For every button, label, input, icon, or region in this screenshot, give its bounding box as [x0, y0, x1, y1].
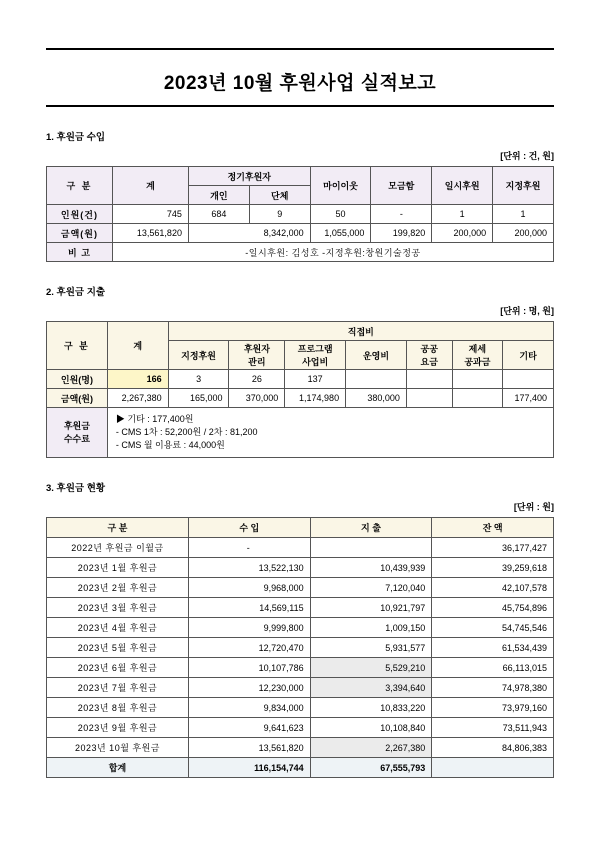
- table-summary-row: [47, 758, 554, 778]
- cell-summary-label: 합계: [47, 758, 189, 778]
- col-etc: 기타: [503, 341, 554, 370]
- row-label-fee: [47, 408, 108, 458]
- row-label-amount: 금액(원): [47, 224, 113, 243]
- cell-period-label: 2023년 1월 후원금: [47, 558, 189, 578]
- col-division: 구 분: [47, 518, 189, 538]
- col-donor-management-line1: 후원자: [243, 344, 270, 354]
- cell-amount-designated: 200,000: [493, 224, 554, 243]
- table-header-row: [47, 518, 554, 538]
- col-division: 구 분: [47, 322, 108, 370]
- cell-count-donation-box: -: [371, 205, 432, 224]
- cell-income: 13,561,820: [188, 738, 310, 758]
- cell-expense: [310, 538, 432, 558]
- table-row: [47, 738, 554, 758]
- cell-balance: 74,978,380: [432, 678, 554, 698]
- section-3-unit: [단위 : 원]: [513, 502, 554, 513]
- cell-balance: 54,745,546: [432, 618, 554, 638]
- cell-balance: 45,754,896: [432, 598, 554, 618]
- cell-period-label: 2023년 10월 후원금: [47, 738, 189, 758]
- cell-expense: 10,439,939: [310, 558, 432, 578]
- row-label-fee-line2: 수수료: [63, 433, 90, 444]
- col-tax-cost: [452, 341, 503, 370]
- table-row: [47, 243, 554, 262]
- cell-summary-balance: [432, 758, 554, 778]
- row-label-count: 인원(명): [47, 370, 108, 389]
- cell-income: 9,999,800: [188, 618, 310, 638]
- table-row: [47, 718, 554, 738]
- cell-amount-donation-box: 199,820: [371, 224, 432, 243]
- section-2-heading: 2. 후원금 지출: [46, 287, 106, 298]
- col-program-cost: [285, 341, 346, 370]
- cell-expense: 10,921,797: [310, 598, 432, 618]
- cell-expense: 3,394,640: [310, 678, 432, 698]
- cell-balance: 42,107,578: [432, 578, 554, 598]
- cell-income: -: [188, 538, 310, 558]
- cell-period-label: 2023년 9월 후원금: [47, 718, 189, 738]
- cell-count-program: 137: [285, 370, 346, 389]
- section-3-heading: 3. 후원금 현황: [46, 483, 106, 495]
- cell-balance: 73,511,943: [432, 718, 554, 738]
- cell-amount-onetime: 200,000: [432, 224, 493, 243]
- income-table: [46, 166, 554, 262]
- cell-count-regular-personal: 684: [188, 205, 249, 224]
- cell-count-designated: 1: [493, 205, 554, 224]
- table-row: [47, 678, 554, 698]
- row-label-fee-line1: 후원금: [63, 420, 90, 431]
- table-header-row: [47, 322, 554, 341]
- table-row: [47, 389, 554, 408]
- col-regular-group: 단체: [249, 186, 310, 205]
- cell-income: 9,834,000: [188, 698, 310, 718]
- section-1-unit: [단위 : 건, 원]: [500, 151, 554, 161]
- cell-count-total: 166: [107, 370, 168, 389]
- cell-income: 12,720,470: [188, 638, 310, 658]
- row-label-count: 인원(건): [47, 205, 113, 224]
- col-program-cost-line1: 프로그램: [297, 344, 333, 354]
- cell-count-myneighbor: 50: [310, 205, 371, 224]
- cell-period-label: 2023년 2월 후원금: [47, 578, 189, 598]
- table-row: [47, 578, 554, 598]
- cell-count-etc: [503, 370, 554, 389]
- cell-income: 9,641,623: [188, 718, 310, 738]
- cell-count-designated: 3: [168, 370, 229, 389]
- col-balance: 잔 액: [432, 518, 554, 538]
- table-row-fee: [47, 408, 554, 458]
- col-designated: 지정후원: [493, 167, 554, 205]
- cell-balance: 73,979,160: [432, 698, 554, 718]
- cell-amount-program: 1,174,980: [285, 389, 346, 408]
- cell-period-label: 2023년 6월 후원금: [47, 658, 189, 678]
- cell-count-regular-group: 9: [249, 205, 310, 224]
- col-utility-cost-line1: 공공: [420, 344, 438, 354]
- cell-amount-total: 2,267,380: [107, 389, 168, 408]
- row-label-amount: 금액(원): [47, 389, 108, 408]
- cell-fee-notes: [107, 408, 553, 458]
- cell-period-label: 2023년 7월 후원금: [47, 678, 189, 698]
- cell-count-total: 745: [112, 205, 188, 224]
- cell-count-onetime: 1: [432, 205, 493, 224]
- cell-income: 13,522,130: [188, 558, 310, 578]
- cell-income: 12,230,000: [188, 678, 310, 698]
- cell-income: 10,107,786: [188, 658, 310, 678]
- col-regular-donor: 정기후원자: [188, 167, 310, 186]
- cell-amount-donor-management: 370,000: [229, 389, 285, 408]
- title-rule-top: [46, 48, 554, 50]
- cell-balance: 39,259,618: [432, 558, 554, 578]
- table-row: [47, 638, 554, 658]
- cell-income: 9,968,000: [188, 578, 310, 598]
- cell-amount-operation: 380,000: [346, 389, 407, 408]
- cell-balance: 66,113,015: [432, 658, 554, 678]
- cell-balance: 36,177,427: [432, 538, 554, 558]
- col-tax-cost-line2: 공과금: [464, 357, 491, 367]
- page-title: 2023년 10월 후원사업 실적보고: [163, 73, 437, 94]
- cell-period-label: 2023년 5월 후원금: [47, 638, 189, 658]
- col-donation-box: 모금함: [371, 167, 432, 205]
- cell-amount-total: 13,561,820: [112, 224, 188, 243]
- col-donor-management-line2: 관리: [248, 357, 266, 367]
- cell-period-label: 2023년 4월 후원금: [47, 618, 189, 638]
- cell-count-operation: [346, 370, 407, 389]
- table-row: [47, 598, 554, 618]
- col-direct-cost-group: 직접비: [168, 322, 553, 341]
- table-row: [47, 224, 554, 243]
- cell-expense: 5,931,577: [310, 638, 432, 658]
- cell-expense: 7,120,040: [310, 578, 432, 598]
- cell-remark-value: -일시후원: 김성호 -지정후원:창원기술정공: [112, 243, 553, 262]
- col-tax-cost-line1: 제세: [468, 344, 487, 354]
- cell-amount-designated: 165,000: [168, 389, 229, 408]
- title-rule-bottom: [46, 105, 554, 107]
- table-row: [47, 370, 554, 389]
- col-regular-personal: 개인: [188, 186, 249, 205]
- section-1-heading: 1. 후원금 수입: [46, 132, 106, 143]
- cell-count-donor-management: 26: [229, 370, 285, 389]
- status-table: [46, 517, 554, 778]
- cell-expense: 2,267,380: [310, 738, 432, 758]
- cell-period-label: 2023년 3월 후원금: [47, 598, 189, 618]
- cell-expense: 10,833,220: [310, 698, 432, 718]
- col-designated: 지정후원: [168, 341, 229, 370]
- cell-amount-utility: [406, 389, 452, 408]
- col-utility-cost: [406, 341, 452, 370]
- col-income: 수 입: [188, 518, 310, 538]
- col-total: 계: [107, 322, 168, 370]
- cell-expense: 10,108,840: [310, 718, 432, 738]
- cell-amount-myneighbor: 1,055,000: [310, 224, 371, 243]
- col-onetime: 일시후원: [432, 167, 493, 205]
- section-2-unit: [단위 : 명, 원]: [500, 306, 554, 316]
- col-expense: 지 출: [310, 518, 432, 538]
- cell-period-label: 2022년 후원금 이월금: [47, 538, 189, 558]
- table-header-row: [47, 167, 554, 186]
- col-utility-cost-line2: 요금: [420, 357, 438, 367]
- col-donor-management: [229, 341, 285, 370]
- fee-note-line-3: - CMS 월 이용료 : 44,000원: [115, 440, 225, 451]
- cell-balance: 61,534,439: [432, 638, 554, 658]
- cell-balance: 84,806,383: [432, 738, 554, 758]
- cell-summary-expense: 67,555,793: [310, 758, 432, 778]
- col-operation-cost: 운영비: [346, 341, 407, 370]
- fee-note-line-1: ▶ 기타 : 177,400원: [115, 414, 194, 424]
- table-row: [47, 558, 554, 578]
- table-row: [47, 658, 554, 678]
- cell-period-label: 2023년 8월 후원금: [47, 698, 189, 718]
- col-division: 구 분: [47, 167, 113, 205]
- table-row: [47, 205, 554, 224]
- table-row: [47, 538, 554, 558]
- cell-amount-etc: 177,400: [503, 389, 554, 408]
- cell-amount-regular: 8,342,000: [188, 224, 310, 243]
- table-row: [47, 618, 554, 638]
- cell-expense: 1,009,150: [310, 618, 432, 638]
- cell-count-tax: [452, 370, 503, 389]
- col-program-cost-line2: 사업비: [302, 357, 329, 367]
- cell-summary-income: 116,154,744: [188, 758, 310, 778]
- cell-expense: 5,529,210: [310, 658, 432, 678]
- cell-income: 14,569,115: [188, 598, 310, 618]
- cell-amount-tax: [452, 389, 503, 408]
- table-row: [47, 698, 554, 718]
- col-myneighbor: 마이이웃: [310, 167, 371, 205]
- row-label-remark: 비 고: [47, 243, 113, 262]
- cell-count-utility: [406, 370, 452, 389]
- expense-table: [46, 321, 554, 458]
- col-total: 계: [112, 167, 188, 205]
- fee-note-line-2: - CMS 1차 : 52,200원 / 2차 : 81,200: [115, 427, 258, 438]
